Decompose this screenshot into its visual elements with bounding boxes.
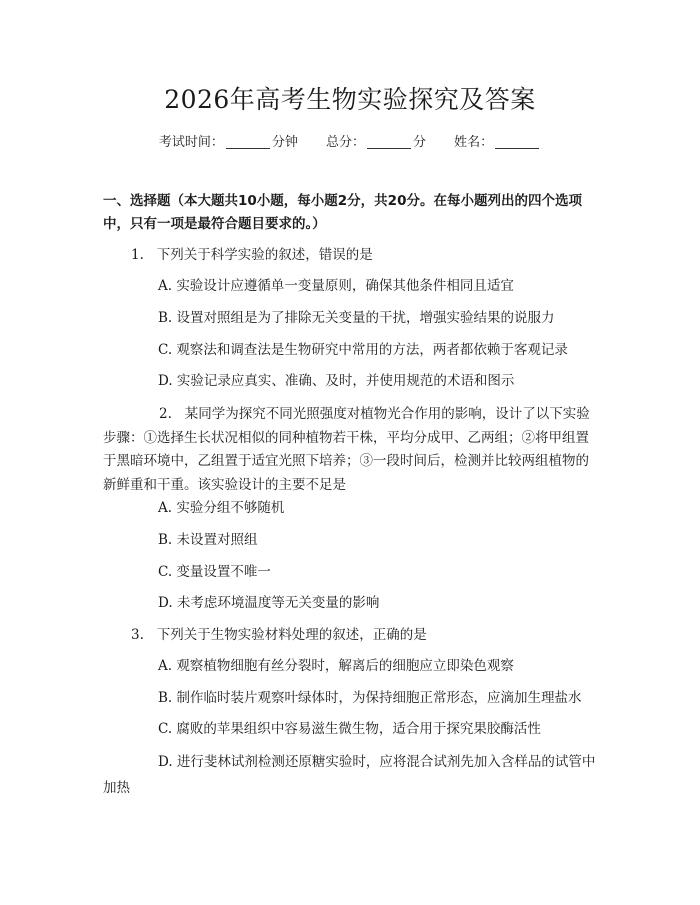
exam-info-line	[0, 131, 700, 150]
option-1d: D. 实验记录应真实、准确、及时，并使用规范的术语和图示	[158, 373, 515, 389]
question-stem: 下列关于科学实验的叙述，错误的是	[156, 247, 373, 263]
question-3	[131, 624, 427, 647]
question-number: 1.	[131, 247, 144, 263]
option-1c: C. 观察法和调查法是生物研究中常用的方法，两者都依赖于客观记录	[158, 342, 568, 358]
name-blank	[495, 147, 539, 149]
question-1	[131, 244, 373, 267]
option-2d: D. 未考虑环境温度等无关变量的影响	[158, 595, 380, 611]
exam-time	[159, 131, 298, 150]
question-stem: 下列关于生物实验材料处理的叙述，正确的是	[156, 627, 427, 643]
question-number: 3.	[131, 627, 144, 643]
option-3c: C. 腐败的苹果组织中容易滋生微生物，适合用于探究果胶酶活性	[158, 721, 541, 737]
time-unit: 分钟	[271, 135, 298, 150]
option-3d: D. 进行斐林试剂检测还原糖实验时，应将混合试剂先加入含样品的试管中加热	[103, 754, 596, 796]
option-3a: A. 观察植物细胞有丝分裂时，解离后的细胞应立即染色观察	[158, 658, 514, 674]
option-2b: B. 未设置对照组	[158, 532, 258, 548]
page-title: 2026年高考生物实验探究及答案	[164, 85, 536, 114]
time-blank	[226, 147, 270, 149]
option-1a: A. 实验设计应遵循单一变量原则，确保其他条件相同且适宜	[158, 278, 514, 294]
student-name	[454, 131, 541, 150]
score-label: 总分：	[325, 135, 365, 150]
section-heading: 一、选择题（本大题共10小题，每小题2分，共20分。在每小题列出的四个选项中，只有一项是最符合题目要求的。）	[103, 193, 582, 232]
option-1b: B. 设置对照组是为了排除无关变量的干扰，增强实验结果的说服力	[158, 310, 555, 326]
question-number: 2.	[159, 406, 172, 422]
option-3b: B. 制作临时装片观察叶绿体时，为保持细胞正常形态，应滴加生理盐水	[158, 690, 582, 706]
option-2c: C. 变量设置不唯一	[158, 564, 271, 580]
score-unit: 分	[413, 135, 427, 150]
time-label: 考试时间：	[158, 135, 224, 150]
option-2a: A. 实验分组不够随机	[158, 500, 285, 516]
question-2	[103, 403, 599, 497]
question-stem: 某同学为探究不同光照强度对植物光合作用的影响，设计了以下实验步骤：①选择生长状况相似的同种植物若干株，平均分成甲、乙两组；②将甲组置于黑暗环境中，乙组置于适宜光照下培养；③一段时间后，检测并比较两组植物的新鲜重和干重。该实验设计的主要不足是	[103, 406, 590, 493]
score-blank	[367, 147, 411, 149]
total-score	[326, 131, 426, 150]
name-label: 姓名：	[454, 135, 494, 150]
